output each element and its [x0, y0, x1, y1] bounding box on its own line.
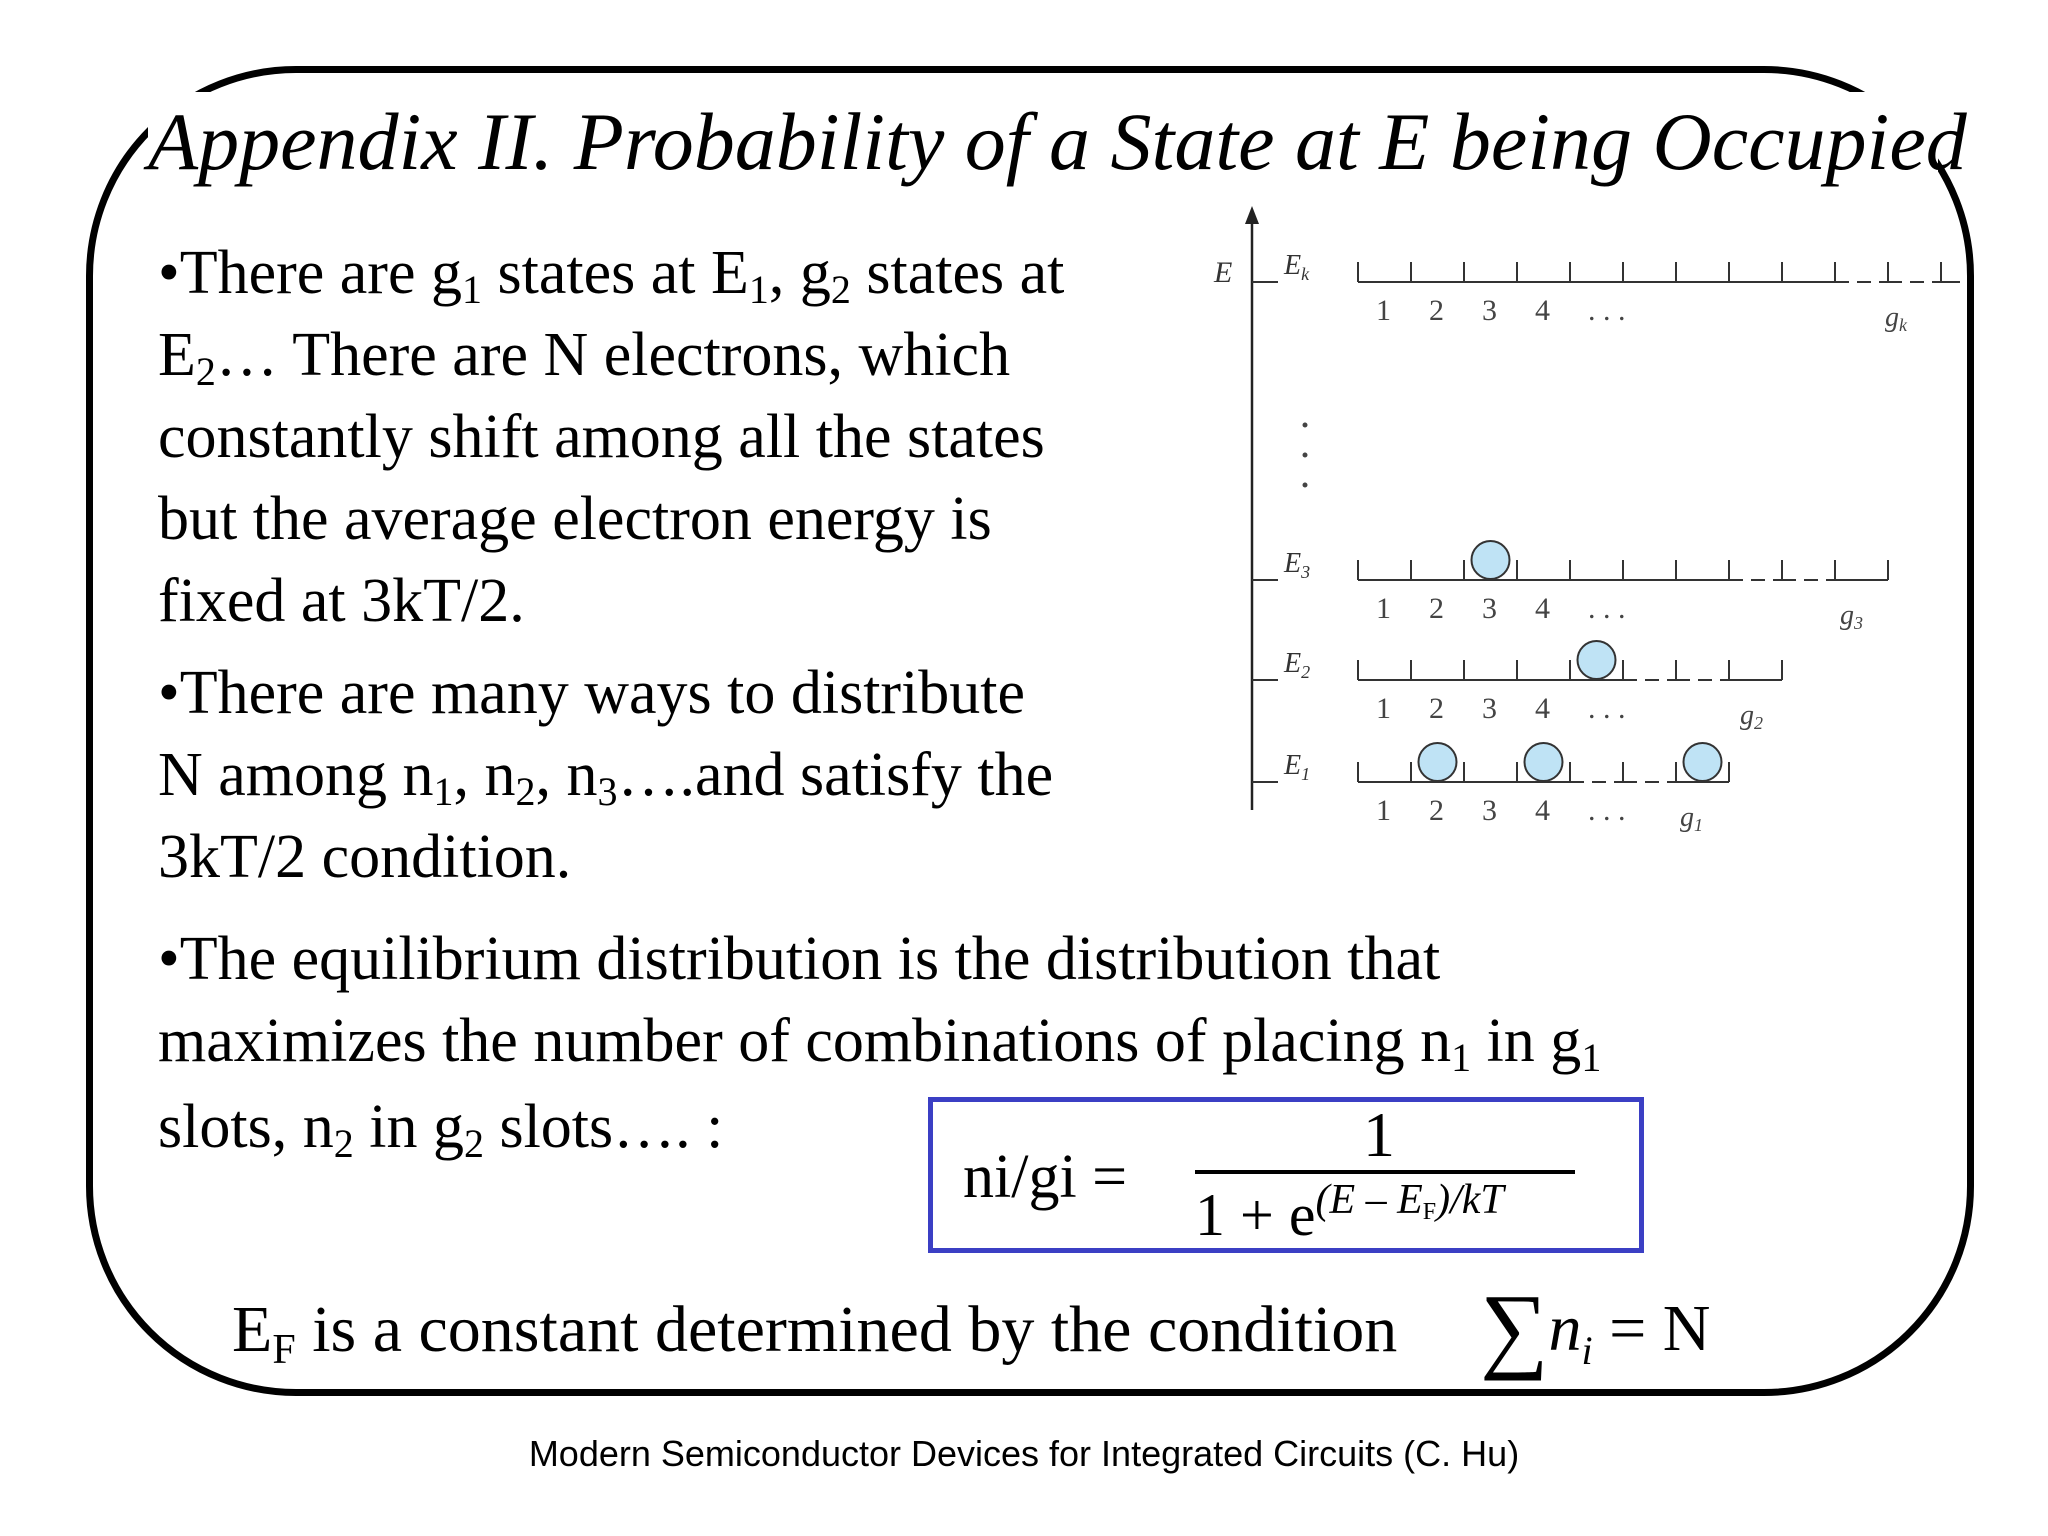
- energy-level-E2: [1252, 641, 1782, 733]
- fermi-dirac-formula-box: [928, 1097, 1644, 1253]
- slot-number: 3: [1482, 294, 1497, 327]
- slot-number: 3: [1482, 794, 1497, 827]
- energy-level-E1: [1252, 743, 1729, 835]
- electron: [1578, 641, 1616, 679]
- fermi-level-condition-text: $E_F$ is a constant determined by the condition: [232, 1293, 1398, 1373]
- energy-axis-label: E: [1214, 256, 1233, 289]
- bullet-2-line-3: 3kT/2 condition.: [158, 823, 572, 891]
- slot-number: 4: [1535, 692, 1550, 725]
- slot-number: 2: [1429, 294, 1444, 327]
- axis-arrow-icon: [1245, 206, 1259, 224]
- footer-citation: Modern Semiconductor Devices for Integrated Circuits (C. Hu): [528, 1433, 1520, 1474]
- degeneracy-label: g2: [1740, 700, 1763, 733]
- slot-number: . . .: [1588, 794, 1626, 827]
- bullet-1-line-1: •There are $g_1$ states at $E_1$, $g_2$ states at: [158, 239, 1065, 312]
- bullet-3-line-3: slots, $n_2$ in $g_2$ slots…. :: [158, 1093, 724, 1166]
- slot-number: 4: [1535, 294, 1550, 327]
- slot-number: 3: [1482, 592, 1497, 625]
- slot-number: 2: [1429, 592, 1444, 625]
- bullet-1-line-5: fixed at 3kT/2.: [158, 567, 525, 635]
- sum-condition-equation: $\sum n_i = N$: [1480, 1274, 1711, 1381]
- level-label: $E_k$: [1284, 250, 1310, 284]
- bullet-1-line-3: constantly shift among all the states: [158, 403, 1045, 471]
- bullet-1-line-4: but the average electron energy is: [158, 485, 992, 553]
- level-label: $E_2$: [1284, 648, 1311, 682]
- electron: [1419, 743, 1457, 781]
- energy-level-E3: [1252, 541, 1888, 633]
- electron: [1525, 743, 1563, 781]
- energy-level-diagram: [1200, 200, 1960, 860]
- slot-number: . . .: [1588, 592, 1626, 625]
- slot-number: 2: [1429, 794, 1444, 827]
- vertical-ellipsis: [1303, 423, 1308, 488]
- bullet-1-line-2: $E_2\dots$ There are N electrons, which: [158, 321, 1011, 394]
- degeneracy-label: g3: [1840, 600, 1863, 633]
- slot-number: 1: [1376, 294, 1391, 327]
- bullet-2-line-2: N among $n_1$, $n_2$, $n_3\dots.and$ satisfy the: [158, 741, 1054, 814]
- electron: [1472, 541, 1510, 579]
- slot-number: 4: [1535, 794, 1550, 827]
- slot-number: 2: [1429, 692, 1444, 725]
- page-title: Appendix II. Probability of a State at E being Occupied: [148, 92, 1938, 192]
- level-label: $E_1$: [1284, 750, 1311, 784]
- formula-numerator: 1: [1363, 1099, 1395, 1170]
- energy-level-Ek: [1252, 250, 1960, 335]
- bullet-2-line-1: •There are many ways to distribute: [158, 659, 1026, 727]
- formula-lhs: ni/gi =: [963, 1143, 1128, 1211]
- slot-number: 1: [1376, 692, 1391, 725]
- slot-number: 4: [1535, 592, 1550, 625]
- slot-number: 1: [1376, 592, 1391, 625]
- slot-number: 1: [1376, 794, 1391, 827]
- formula-denominator: $1 + e^{(E - E_F)/kT}$: [1195, 1177, 1504, 1248]
- slot-number: . . .: [1588, 294, 1626, 327]
- slot-number: . . .: [1588, 692, 1626, 725]
- degeneracy-label: gk: [1885, 302, 1907, 335]
- bullet-3-line-1: •The equilibrium distribution is the distribution that: [158, 925, 1441, 993]
- level-label: $E_3$: [1284, 548, 1311, 582]
- slot-number: 3: [1482, 692, 1497, 725]
- degeneracy-label: g1: [1680, 802, 1703, 835]
- bullet-3-line-2: maximizes the number of combinations of placing $n_1$ in $g_1$: [158, 1007, 1602, 1080]
- electron: [1684, 743, 1722, 781]
- fraction-bar: [1195, 1170, 1575, 1174]
